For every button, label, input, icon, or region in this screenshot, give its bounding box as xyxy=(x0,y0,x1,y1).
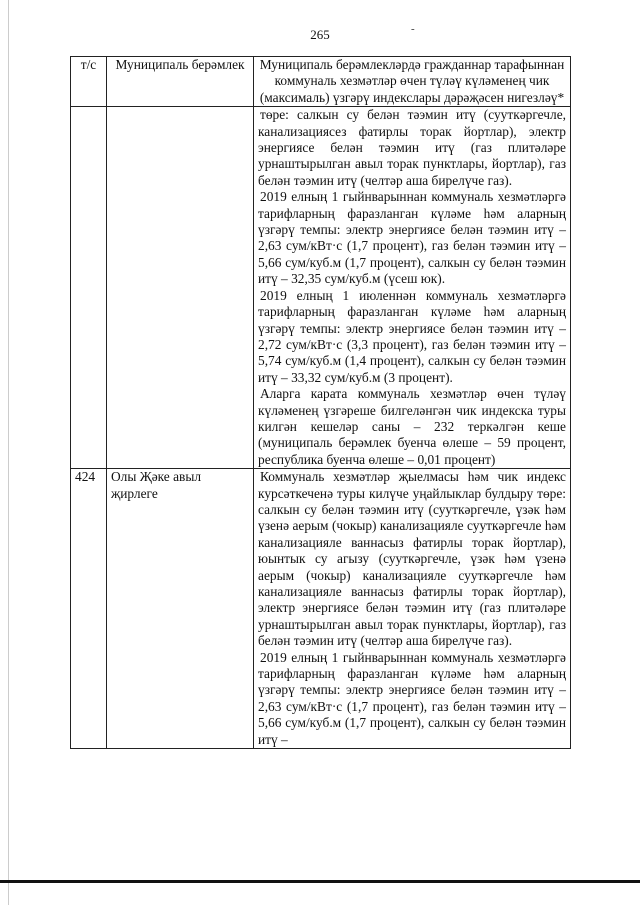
table-row xyxy=(71,107,571,469)
document-table xyxy=(70,56,571,749)
paragraph: 2019 елның 1 гыйнварыннан коммуналь хезмәтләргә тарифларның фаразланган күләме һәм аларның үзгәрү темпы: электр энергиясе белән тәэмин итү – 2,63 сум/кВт·с (1,7 процент), газ белән тәэмин итү – 5,66 сум/куб.м (1,7 процент), салкын су белән тәэмин итү – xyxy=(258,649,566,747)
paragraph: Коммуналь хезмәтләр җыелмасы һәм чик индекс курсәткеченә туры килүче уңайлыклар булдыру төре: салкын су белән тәэмин итү (сууткәргечле, үзәк һәм үзенә аерым (чокыр) канализацияле сууткәргечле һәм канализацияле ваннасыз фатирлы торак йортлар), юынтык су агызу (сууткәргечле, үзәк һәм үзенә аерым (чокыр) канализацияле сууткәргечле һәм канализацияле ваннасыз фатирлы торак йортлар), электр энергиясе белән тәэмин итү (газ плитәләре урнаштырылган авыл торак пунктлары, йортлар), газ белән тәэмин итү (челтәр аша бирелүче газ). xyxy=(258,469,566,649)
scan-edge xyxy=(8,0,9,905)
row-number: 424 xyxy=(71,469,107,749)
paragraph: 2019 елның 1 июленнән коммуналь хезмәтләргә тарифларның фаразланган күләме һәм аларның үзгәрү темпы: электр энергиясе белән тәэмин итү – 2,72 сум/кВт·с (3,3 процент), газ белән тәэмин итү – 5,74 сум/куб.м (1,4 процент), салкын су белән тәэмин итү – 33,32 сум/куб.м (3 процент). xyxy=(258,287,566,385)
row-municipality xyxy=(107,107,254,469)
table-row xyxy=(71,469,571,749)
row-municipality: Олы Җәке авыл җирлеге xyxy=(107,469,254,749)
header-num: т/с xyxy=(71,57,107,107)
scan-mark: - xyxy=(411,23,415,35)
row-justification xyxy=(254,469,571,749)
paragraph: Аларга карата коммуналь хезмәтләр өчен түләү күләменең үзгәреше билгеләнгән чик индекска туры килгән кешеләр саны – 232 теркәлгән кеше (муниципаль берәмлек буенча өлеше – 59 процент, республика буенча өлеше – 0,01 процент) xyxy=(258,386,566,467)
paragraph: 2019 елның 1 гыйнварыннан коммуналь хезмәтләргә тарифларның фаразланган күләме һәм аларның үзгәрү темпы: электр энергиясе белән тәэмин итү – 2,63 сум/кВт·с (1,7 процент), газ белән тәэмин итү – 5,66 сум/куб.м (1,7 процент), салкын су белән тәэмин итү – 32,35 сум/куб.м (үсеш юк). xyxy=(258,189,566,287)
header-justification: Муниципаль берәмлекләрдә гражданнар тарафыннан коммуналь хезмәтләр өчен түләү күләменең чик (максималь) үзгәрү индекслары дәрәҗәсен нигезләү* xyxy=(254,57,571,107)
scan-border xyxy=(0,880,640,883)
header-municipality: Муниципаль берәмлек xyxy=(107,57,254,107)
paragraph: төре: салкын су белән тәэмин итү (сууткәргечле, канализациясез фатирлы торак йортлар), электр энергиясе белән тәэмин итү (газ плитәләре урнаштырылган авыл торак пунктлары, йортлар), газ белән тәэмин итү (челтәр аша бирелүче газ). xyxy=(258,107,566,188)
row-number xyxy=(71,107,107,469)
table-header-row xyxy=(71,57,571,107)
row-justification xyxy=(254,107,571,469)
page-number: 265 xyxy=(310,27,330,42)
